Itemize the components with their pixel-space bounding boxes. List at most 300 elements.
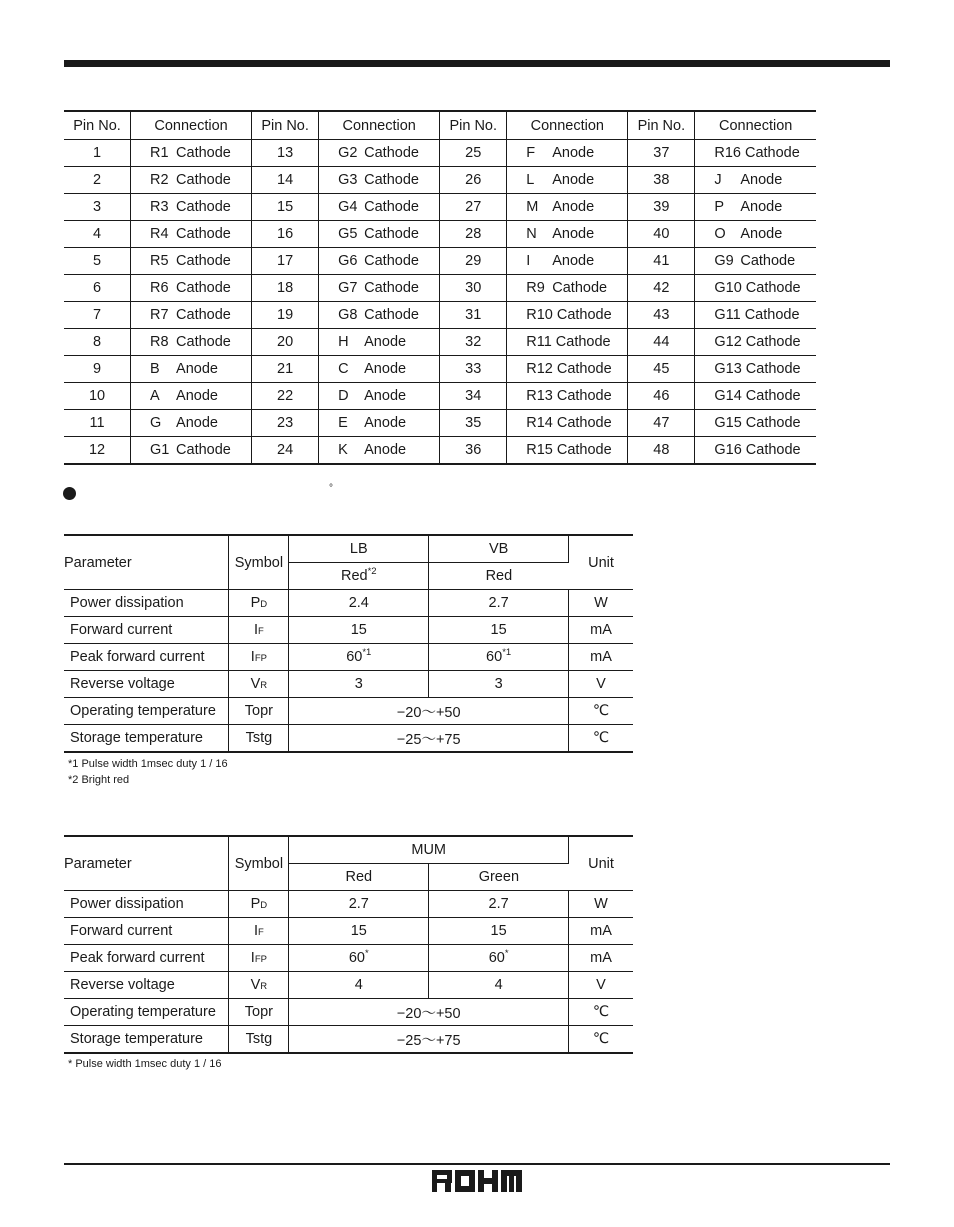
- pin-number-cell: 9: [64, 356, 131, 383]
- unit-cell: mA: [569, 644, 633, 671]
- unit-cell: mA: [569, 617, 633, 644]
- segment-label: G15: [714, 415, 742, 431]
- symbol-subscript: R: [260, 981, 268, 992]
- terminal-type: Cathode: [556, 415, 612, 431]
- table-row: [64, 698, 633, 725]
- pin-number-cell: 16: [252, 221, 319, 248]
- footer-rule: [64, 1163, 890, 1165]
- pin-connection-table: [64, 110, 816, 465]
- terminal-type: Anode: [364, 415, 407, 431]
- table-row: [64, 644, 633, 671]
- segment-label: R15: [526, 442, 553, 458]
- terminal-type: Cathode: [176, 442, 231, 458]
- table-row: [64, 972, 633, 999]
- segment-label: R12: [526, 361, 553, 377]
- terminal-type: Cathode: [364, 253, 419, 269]
- pin-number-cell: 24: [252, 437, 319, 465]
- parameter-cell: Reverse voltage: [64, 972, 229, 999]
- column-header: Connection: [319, 111, 440, 140]
- table-row: [64, 410, 816, 437]
- terminal-type: Anode: [552, 145, 595, 161]
- note-marker: *1: [502, 647, 512, 659]
- connection-cell: [319, 275, 440, 302]
- segment-label: G16: [714, 442, 742, 458]
- terminal-type: Anode: [552, 199, 595, 215]
- connection-cell: [131, 248, 252, 275]
- symbol-cell: IFP: [229, 644, 289, 671]
- value-cell: 15: [289, 617, 429, 644]
- connection-cell: [507, 383, 628, 410]
- pin-number-cell: 13: [252, 140, 319, 167]
- unit-cell: mA: [569, 918, 633, 945]
- symbol-cell: Tstg: [229, 725, 289, 753]
- segment-label: G7: [338, 280, 358, 296]
- parameter-header: Parameter: [64, 836, 229, 891]
- symbol-cell: Tstg: [229, 1026, 289, 1054]
- header-rule: [64, 60, 890, 67]
- terminal-type: Cathode: [744, 145, 800, 161]
- segment-label: G6: [338, 253, 358, 269]
- unit-header: Unit: [588, 554, 614, 571]
- segment-label: G14: [714, 388, 742, 404]
- connection-cell: [695, 329, 816, 356]
- segment-label: P: [714, 199, 725, 215]
- pin-number-cell: 47: [628, 410, 695, 437]
- column-header: Pin No.: [252, 111, 319, 140]
- note-marker: *2: [367, 566, 377, 578]
- segment-label: D: [338, 388, 349, 404]
- rohm-logo: [432, 1170, 522, 1192]
- terminal-type: Anode: [176, 415, 218, 431]
- segment-label: R3: [150, 199, 169, 215]
- value-cell: 2.4: [289, 590, 429, 617]
- segment-label: R8: [150, 334, 169, 350]
- pin-number-cell: 46: [628, 383, 695, 410]
- pin-number-cell: 43: [628, 302, 695, 329]
- segment-label: G: [150, 415, 162, 431]
- parameter-cell: Reverse voltage: [64, 671, 229, 698]
- connection-cell: [695, 248, 816, 275]
- value-cell: 2.7: [429, 891, 569, 918]
- segment-label: G1: [150, 442, 170, 458]
- terminal-type: Cathode: [176, 199, 231, 215]
- pin-number-cell: 8: [64, 329, 131, 356]
- table-row: [64, 329, 816, 356]
- parameter-cell: Forward current: [64, 617, 229, 644]
- column-header: Connection: [131, 111, 252, 140]
- connection-cell: [131, 221, 252, 248]
- pin-number-cell: 22: [252, 383, 319, 410]
- pin-number-cell: 45: [628, 356, 695, 383]
- segment-label: G2: [338, 145, 358, 161]
- pin-number-cell: 36: [440, 437, 507, 465]
- parameter-cell: Storage temperature: [64, 1026, 229, 1054]
- symbol-header: Symbol: [229, 535, 289, 590]
- table-row: [64, 302, 816, 329]
- terminal-type: Cathode: [176, 172, 231, 188]
- connection-cell: [319, 356, 440, 383]
- connection-cell: [695, 221, 816, 248]
- table-row: [64, 1026, 633, 1054]
- parameter-header: Parameter: [64, 535, 229, 590]
- terminal-type: Cathode: [176, 280, 231, 296]
- segment-label: R13: [526, 388, 553, 404]
- pin-number-cell: 4: [64, 221, 131, 248]
- segment-label: R1: [150, 145, 169, 161]
- parameter-cell: Power dissipation: [64, 891, 229, 918]
- terminal-type: Cathode: [745, 334, 801, 350]
- symbol-cell: Topr: [229, 999, 289, 1026]
- segment-label: A: [150, 388, 160, 404]
- pin-table-body: [64, 140, 816, 465]
- footnote-2: *2 Bright red: [68, 774, 130, 786]
- symbol-cell: VR: [229, 671, 289, 698]
- segment-label: G11: [714, 307, 741, 323]
- connection-cell: [131, 275, 252, 302]
- symbol-subscript: F: [257, 626, 264, 637]
- value-cell: 4: [429, 972, 569, 999]
- table-row: [64, 671, 633, 698]
- pin-number-cell: 48: [628, 437, 695, 465]
- segment-label: E: [338, 415, 348, 431]
- connection-cell: [507, 194, 628, 221]
- segment-label: G4: [338, 199, 358, 215]
- segment-label: R10: [526, 307, 553, 323]
- terminal-type: Cathode: [745, 361, 801, 377]
- segment-label: R4: [150, 226, 169, 242]
- unit-cell: V: [569, 671, 633, 698]
- unit-cell: W: [569, 891, 633, 918]
- segment-label: N: [526, 226, 537, 242]
- segment-label: G9: [714, 253, 734, 269]
- footnote-mum: * Pulse width 1msec duty 1 / 16: [68, 1058, 222, 1070]
- temperature-range-cell: −20〜+50: [289, 698, 569, 725]
- table-row: [64, 590, 633, 617]
- pin-number-cell: 14: [252, 167, 319, 194]
- segment-label: R5: [150, 253, 169, 269]
- segment-label: B: [150, 361, 160, 377]
- unit-cell: ℃: [569, 999, 633, 1026]
- segment-label: R6: [150, 280, 169, 296]
- connection-cell: [319, 302, 440, 329]
- segment-label: R9: [526, 280, 545, 296]
- value-cell: 3: [429, 671, 569, 698]
- connection-cell: [319, 167, 440, 194]
- symbol-cell: IF: [229, 617, 289, 644]
- terminal-type: Cathode: [176, 307, 231, 323]
- connection-cell: [131, 410, 252, 437]
- table-header-row: [64, 535, 633, 563]
- pin-number-cell: 38: [628, 167, 695, 194]
- segment-label: R16: [714, 145, 741, 161]
- terminal-type: Anode: [552, 226, 595, 242]
- pin-number-cell: 12: [64, 437, 131, 465]
- ratings-table-mum: [64, 835, 633, 1054]
- terminal-type: Cathode: [556, 307, 612, 323]
- lb-header: LB: [289, 535, 429, 563]
- segment-label: R14: [526, 415, 553, 431]
- terminal-type: Anode: [176, 388, 218, 404]
- vb-header: VB: [429, 535, 569, 563]
- pin-number-cell: 30: [440, 275, 507, 302]
- table-row: [64, 999, 633, 1026]
- terminal-type: Anode: [740, 199, 783, 215]
- unit-cell: ℃: [569, 1026, 633, 1054]
- symbol-subscript: FP: [254, 954, 267, 965]
- connection-cell: [131, 140, 252, 167]
- value-cell: 60$^{*1}$: [289, 644, 429, 671]
- connection-cell: [507, 221, 628, 248]
- connection-cell: [507, 329, 628, 356]
- segment-label: I: [526, 253, 531, 269]
- value-cell: 3: [289, 671, 429, 698]
- note-marker: *: [504, 948, 509, 960]
- segment-label: R2: [150, 172, 169, 188]
- connection-cell: [131, 437, 252, 465]
- segment-label: O: [714, 226, 726, 242]
- connection-cell: [319, 329, 440, 356]
- segment-label: K: [338, 442, 348, 458]
- table-row: [64, 248, 816, 275]
- segment-label: G13: [714, 361, 742, 377]
- connection-cell: [131, 383, 252, 410]
- connection-cell: [507, 410, 628, 437]
- symbol-subscript: R: [260, 680, 268, 691]
- unit-cell: ℃: [569, 698, 633, 725]
- connection-cell: [695, 275, 816, 302]
- value-cell: 60*: [429, 945, 569, 972]
- terminal-type: Cathode: [745, 388, 801, 404]
- terminal-type: Anode: [552, 172, 595, 188]
- terminal-type: Cathode: [176, 334, 231, 350]
- pin-number-cell: 35: [440, 410, 507, 437]
- terminal-type: Cathode: [364, 145, 419, 161]
- ratings-table-lb-vb: [64, 534, 633, 753]
- table-row: [64, 167, 816, 194]
- connection-cell: [131, 356, 252, 383]
- table-row: [64, 918, 633, 945]
- pin-number-cell: 23: [252, 410, 319, 437]
- column-header: Connection: [507, 111, 628, 140]
- pin-number-cell: 26: [440, 167, 507, 194]
- connection-cell: [695, 167, 816, 194]
- pin-number-cell: 2: [64, 167, 131, 194]
- pin-number-cell: 1: [64, 140, 131, 167]
- connection-cell: [695, 437, 816, 465]
- section-bullet-icon: [63, 487, 76, 500]
- terminal-type: Cathode: [744, 307, 800, 323]
- pin-number-cell: 20: [252, 329, 319, 356]
- terminal-type: Anode: [176, 361, 218, 377]
- mum-header: MUM: [289, 836, 569, 864]
- temperature-range-cell: −25〜+75: [289, 725, 569, 753]
- value-cell: 15: [289, 918, 429, 945]
- terminal-type: Cathode: [552, 280, 608, 296]
- vb-color-header: Red: [429, 563, 569, 590]
- pin-number-cell: 39: [628, 194, 695, 221]
- terminal-type: Cathode: [555, 334, 611, 350]
- terminal-type: Cathode: [176, 145, 231, 161]
- segment-label: G8: [338, 307, 358, 323]
- connection-cell: [695, 410, 816, 437]
- table-row: [64, 194, 816, 221]
- connection-cell: [507, 356, 628, 383]
- value-cell: 4: [289, 972, 429, 999]
- connection-cell: [695, 383, 816, 410]
- symbol-cell: PD: [229, 590, 289, 617]
- table-row: [64, 140, 816, 167]
- segment-label: R7: [150, 307, 169, 323]
- pin-number-cell: 34: [440, 383, 507, 410]
- terminal-type: Cathode: [364, 307, 419, 323]
- symbol-cell: Topr: [229, 698, 289, 725]
- pin-number-cell: 27: [440, 194, 507, 221]
- temperature-range-cell: −20〜+50: [289, 999, 569, 1026]
- value-cell: 60$^{*1}$: [429, 644, 569, 671]
- connection-cell: [695, 302, 816, 329]
- pin-number-cell: 5: [64, 248, 131, 275]
- connection-cell: [131, 329, 252, 356]
- parameter-cell: Peak forward current: [64, 644, 229, 671]
- terminal-type: Cathode: [556, 361, 612, 377]
- value-cell: 60*: [289, 945, 429, 972]
- unit-cell: W: [569, 590, 633, 617]
- connection-cell: [695, 140, 816, 167]
- footnote-1: *1 Pulse width 1msec duty 1 / 16: [68, 758, 228, 770]
- pin-number-cell: 31: [440, 302, 507, 329]
- temperature-range-cell: −25〜+75: [289, 1026, 569, 1054]
- segment-label: G5: [338, 226, 358, 242]
- pin-number-cell: 7: [64, 302, 131, 329]
- segment-label: J: [714, 172, 722, 188]
- pin-number-cell: 40: [628, 221, 695, 248]
- value-cell: 2.7: [429, 590, 569, 617]
- terminal-type: Cathode: [740, 253, 796, 269]
- connection-cell: [695, 194, 816, 221]
- connection-cell: [319, 248, 440, 275]
- segment-label: H: [338, 334, 349, 350]
- pin-number-cell: 21: [252, 356, 319, 383]
- table-row: [64, 356, 816, 383]
- lb-color-header: Red$^{*2}$: [289, 563, 429, 590]
- unit-cell: mA: [569, 945, 633, 972]
- segment-label: G12: [714, 334, 742, 350]
- segment-label: C: [338, 361, 349, 377]
- connection-cell: [319, 194, 440, 221]
- symbol-cell: IFP: [229, 945, 289, 972]
- unit-cell: ℃: [569, 725, 633, 753]
- terminal-type: Anode: [740, 172, 783, 188]
- symbol-subscript: F: [257, 927, 264, 938]
- connection-cell: [319, 410, 440, 437]
- terminal-type: Cathode: [745, 415, 801, 431]
- symbol-cell: IF: [229, 918, 289, 945]
- terminal-type: Cathode: [745, 280, 801, 296]
- symbol-header: Symbol: [229, 836, 289, 891]
- table-row: [64, 945, 633, 972]
- connection-cell: [319, 140, 440, 167]
- section-degree-mark: °: [329, 483, 333, 494]
- terminal-type: Anode: [364, 334, 407, 350]
- connection-cell: [507, 140, 628, 167]
- connection-cell: [319, 383, 440, 410]
- parameter-cell: Power dissipation: [64, 590, 229, 617]
- column-header: Connection: [719, 117, 793, 134]
- terminal-type: Cathode: [176, 253, 231, 269]
- pin-number-cell: 3: [64, 194, 131, 221]
- pin-number-cell: 15: [252, 194, 319, 221]
- terminal-type: Anode: [552, 253, 595, 269]
- table-header-row: [64, 111, 816, 140]
- terminal-type: Cathode: [364, 199, 419, 215]
- pin-number-cell: 10: [64, 383, 131, 410]
- terminal-type: Cathode: [556, 442, 612, 458]
- pin-number-cell: 17: [252, 248, 319, 275]
- table-row: [64, 275, 816, 302]
- pin-number-cell: 11: [64, 410, 131, 437]
- connection-cell: [507, 248, 628, 275]
- connection-cell: [507, 275, 628, 302]
- pin-number-cell: 18: [252, 275, 319, 302]
- note-marker: *1: [362, 647, 372, 659]
- table-row: [64, 437, 816, 465]
- connection-cell: [131, 194, 252, 221]
- segment-label: L: [526, 172, 535, 188]
- pin-number-cell: 44: [628, 329, 695, 356]
- value-cell: 15: [429, 617, 569, 644]
- connection-cell: [507, 302, 628, 329]
- table-header-row: [64, 836, 633, 864]
- value-cell: 2.7: [289, 891, 429, 918]
- terminal-type: Cathode: [176, 226, 231, 242]
- connection-cell: [319, 437, 440, 465]
- table-row: [64, 725, 633, 753]
- segment-label: G3: [338, 172, 358, 188]
- unit-header: Unit: [588, 855, 614, 872]
- parameter-cell: Storage temperature: [64, 725, 229, 753]
- parameter-cell: Forward current: [64, 918, 229, 945]
- terminal-type: Cathode: [745, 442, 801, 458]
- terminal-type: Anode: [364, 361, 407, 377]
- pin-number-cell: 32: [440, 329, 507, 356]
- segment-label: M: [526, 199, 539, 215]
- column-header: Pin No.: [64, 111, 131, 140]
- connection-cell: [131, 167, 252, 194]
- column-header: Pin No.: [628, 111, 695, 140]
- symbol-subscript: D: [260, 900, 268, 911]
- parameter-cell: Operating temperature: [64, 698, 229, 725]
- terminal-type: Cathode: [364, 226, 419, 242]
- green-header: Green: [429, 864, 569, 891]
- connection-cell: [507, 437, 628, 465]
- segment-label: F: [526, 145, 536, 161]
- table-row: [64, 617, 633, 644]
- symbol-cell: PD: [229, 891, 289, 918]
- unit-cell: V: [569, 972, 633, 999]
- connection-cell: [131, 302, 252, 329]
- terminal-type: Anode: [364, 388, 407, 404]
- connection-cell: [319, 221, 440, 248]
- terminal-type: Anode: [740, 226, 783, 242]
- pin-number-cell: 37: [628, 140, 695, 167]
- segment-label: R11: [526, 334, 552, 350]
- pin-number-cell: 19: [252, 302, 319, 329]
- column-header: Pin No.: [440, 111, 507, 140]
- parameter-cell: Peak forward current: [64, 945, 229, 972]
- terminal-type: Cathode: [364, 280, 419, 296]
- pin-number-cell: 6: [64, 275, 131, 302]
- table-row: [64, 891, 633, 918]
